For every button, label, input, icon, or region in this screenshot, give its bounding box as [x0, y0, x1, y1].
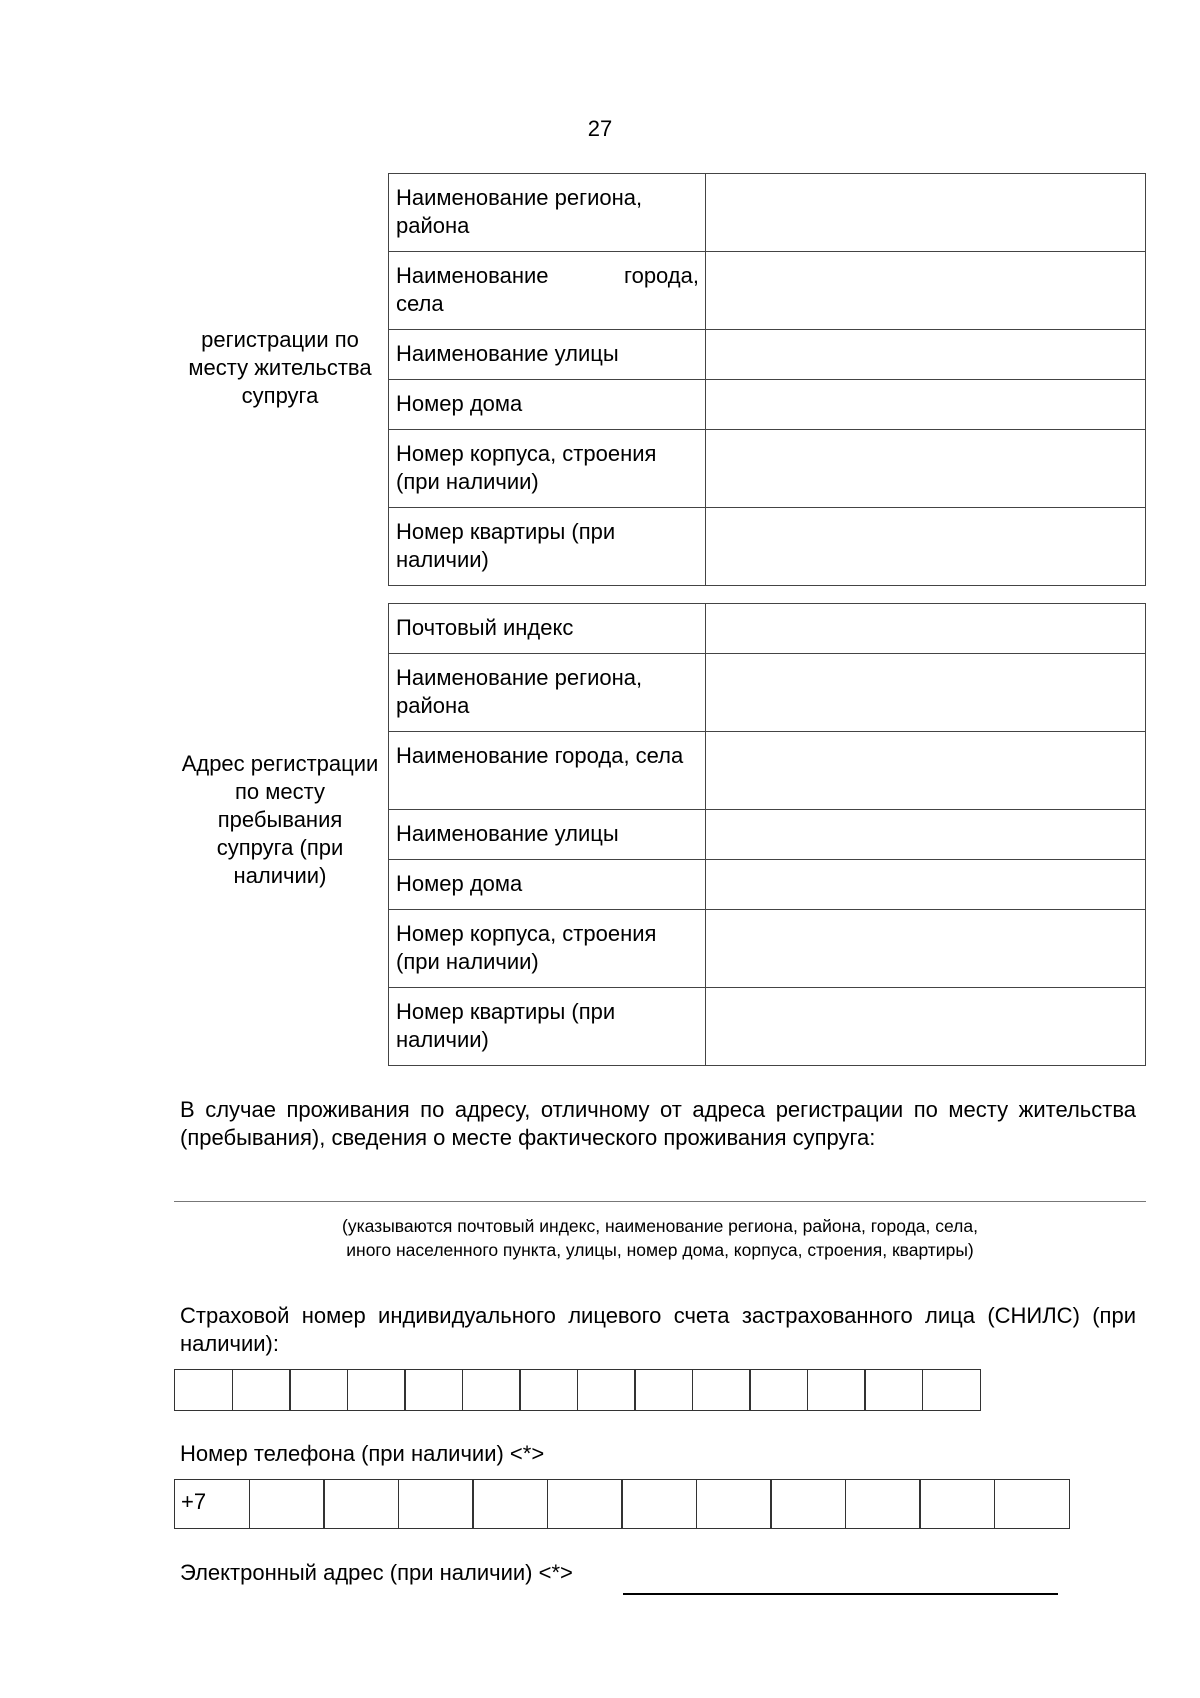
actual-residence-text: В случае проживания по адресу, отличному от адреса регистрации по месту жительства (пребывания), сведения о месте фактического проживания супруга:: [180, 1097, 1136, 1150]
street-field[interactable]: [706, 810, 1146, 860]
residence-registration-table: [388, 173, 1146, 586]
row-label-tail: села: [396, 291, 444, 316]
actual-residence-field[interactable]: [174, 1160, 1146, 1200]
table-row: [389, 988, 1146, 1066]
stay-registration-table: [388, 603, 1146, 1066]
house-field[interactable]: [706, 380, 1146, 430]
postal-code-field[interactable]: [706, 604, 1146, 654]
digit-cell[interactable]: [462, 1369, 521, 1411]
digit-cell[interactable]: [692, 1369, 751, 1411]
page-number: 27: [587, 116, 613, 141]
row-label: Наименование региона, района: [389, 174, 706, 252]
digit-cell[interactable]: [994, 1479, 1070, 1529]
table-row: [389, 654, 1146, 732]
digit-cell[interactable]: [577, 1369, 636, 1411]
table-row: [389, 330, 1146, 380]
snils-label: Страховой номер индивидуального лицевого счета застрахованного лица (СНИЛС) (при наличии):: [180, 1303, 1136, 1356]
digit-cell[interactable]: [472, 1479, 548, 1529]
digit-cell[interactable]: [232, 1369, 291, 1411]
digit-cell[interactable]: [519, 1369, 578, 1411]
digit-cell[interactable]: +7: [174, 1479, 250, 1529]
stay-registration-label: Адрес регистрации по месту пребывания супруга (при наличии): [181, 751, 379, 888]
apartment-field[interactable]: [706, 508, 1146, 586]
building-field[interactable]: [706, 910, 1146, 988]
actual-residence-line: [174, 1201, 1146, 1202]
digit-cell[interactable]: [347, 1369, 406, 1411]
snils-cells: [174, 1369, 981, 1411]
table-row: [389, 732, 1146, 810]
row-label: Наименование региона, района: [389, 654, 706, 732]
city-field[interactable]: [706, 732, 1146, 810]
email-underline: [623, 1593, 1058, 1595]
table-row: [389, 380, 1146, 430]
table-row: [389, 910, 1146, 988]
row-label: Номер корпуса, строения (при наличии): [389, 430, 706, 508]
digit-cell[interactable]: [919, 1479, 995, 1529]
digit-cell[interactable]: [398, 1479, 474, 1529]
row-label: Наименование улицы: [389, 810, 706, 860]
email-label: Электронный адрес (при наличии) <*>: [180, 1560, 573, 1585]
digit-cell[interactable]: [634, 1369, 693, 1411]
region-field[interactable]: [706, 654, 1146, 732]
phone-label: Номер телефона (при наличии) <*>: [180, 1441, 545, 1466]
digit-cell[interactable]: [174, 1369, 233, 1411]
row-label: Номер дома: [389, 860, 706, 910]
table-row: [389, 430, 1146, 508]
city-field[interactable]: [706, 252, 1146, 330]
row-label: [389, 252, 706, 330]
table-row: [389, 860, 1146, 910]
table-row: [389, 604, 1146, 654]
row-label: Почтовый индекс: [389, 604, 706, 654]
digit-cell[interactable]: [289, 1369, 348, 1411]
row-label: Номер квартиры (при наличии): [389, 988, 706, 1066]
digit-cell[interactable]: [249, 1479, 325, 1529]
digit-cell[interactable]: [621, 1479, 697, 1529]
digit-cell[interactable]: [770, 1479, 846, 1529]
email-field[interactable]: [623, 1559, 1058, 1591]
row-label-right: города,: [624, 263, 699, 288]
region-field[interactable]: [706, 174, 1146, 252]
digit-cell[interactable]: [807, 1369, 866, 1411]
row-label: Номер корпуса, строения (при наличии): [389, 910, 706, 988]
street-field[interactable]: [706, 330, 1146, 380]
table-row: [389, 252, 1146, 330]
digit-cell[interactable]: [404, 1369, 463, 1411]
table-row: [389, 810, 1146, 860]
row-label-left: Наименование: [396, 263, 549, 288]
digit-cell[interactable]: [749, 1369, 808, 1411]
digit-cell[interactable]: [323, 1479, 399, 1529]
table-row: [389, 508, 1146, 586]
actual-residence-hint-line-2: иного населенного пункта, улицы, номер дома, корпуса, строения, квартиры): [346, 1240, 974, 1260]
row-label: Наименование города, села: [389, 732, 706, 810]
row-label: Номер дома: [389, 380, 706, 430]
phone-cells: [174, 1479, 1070, 1529]
digit-cell[interactable]: [845, 1479, 921, 1529]
row-label: Номер квартиры (при наличии): [389, 508, 706, 586]
residence-registration-label: регистрации по месту жительства супруга: [188, 327, 372, 408]
table-row: [389, 174, 1146, 252]
apartment-field[interactable]: [706, 988, 1146, 1066]
digit-cell[interactable]: [696, 1479, 772, 1529]
row-label: Наименование улицы: [389, 330, 706, 380]
building-field[interactable]: [706, 430, 1146, 508]
digit-cell[interactable]: [922, 1369, 981, 1411]
actual-residence-hint-line-1: (указываются почтовый индекс, наименование региона, района, города, села,: [342, 1216, 978, 1236]
digit-cell[interactable]: [547, 1479, 623, 1529]
digit-cell[interactable]: [864, 1369, 923, 1411]
house-field[interactable]: [706, 860, 1146, 910]
